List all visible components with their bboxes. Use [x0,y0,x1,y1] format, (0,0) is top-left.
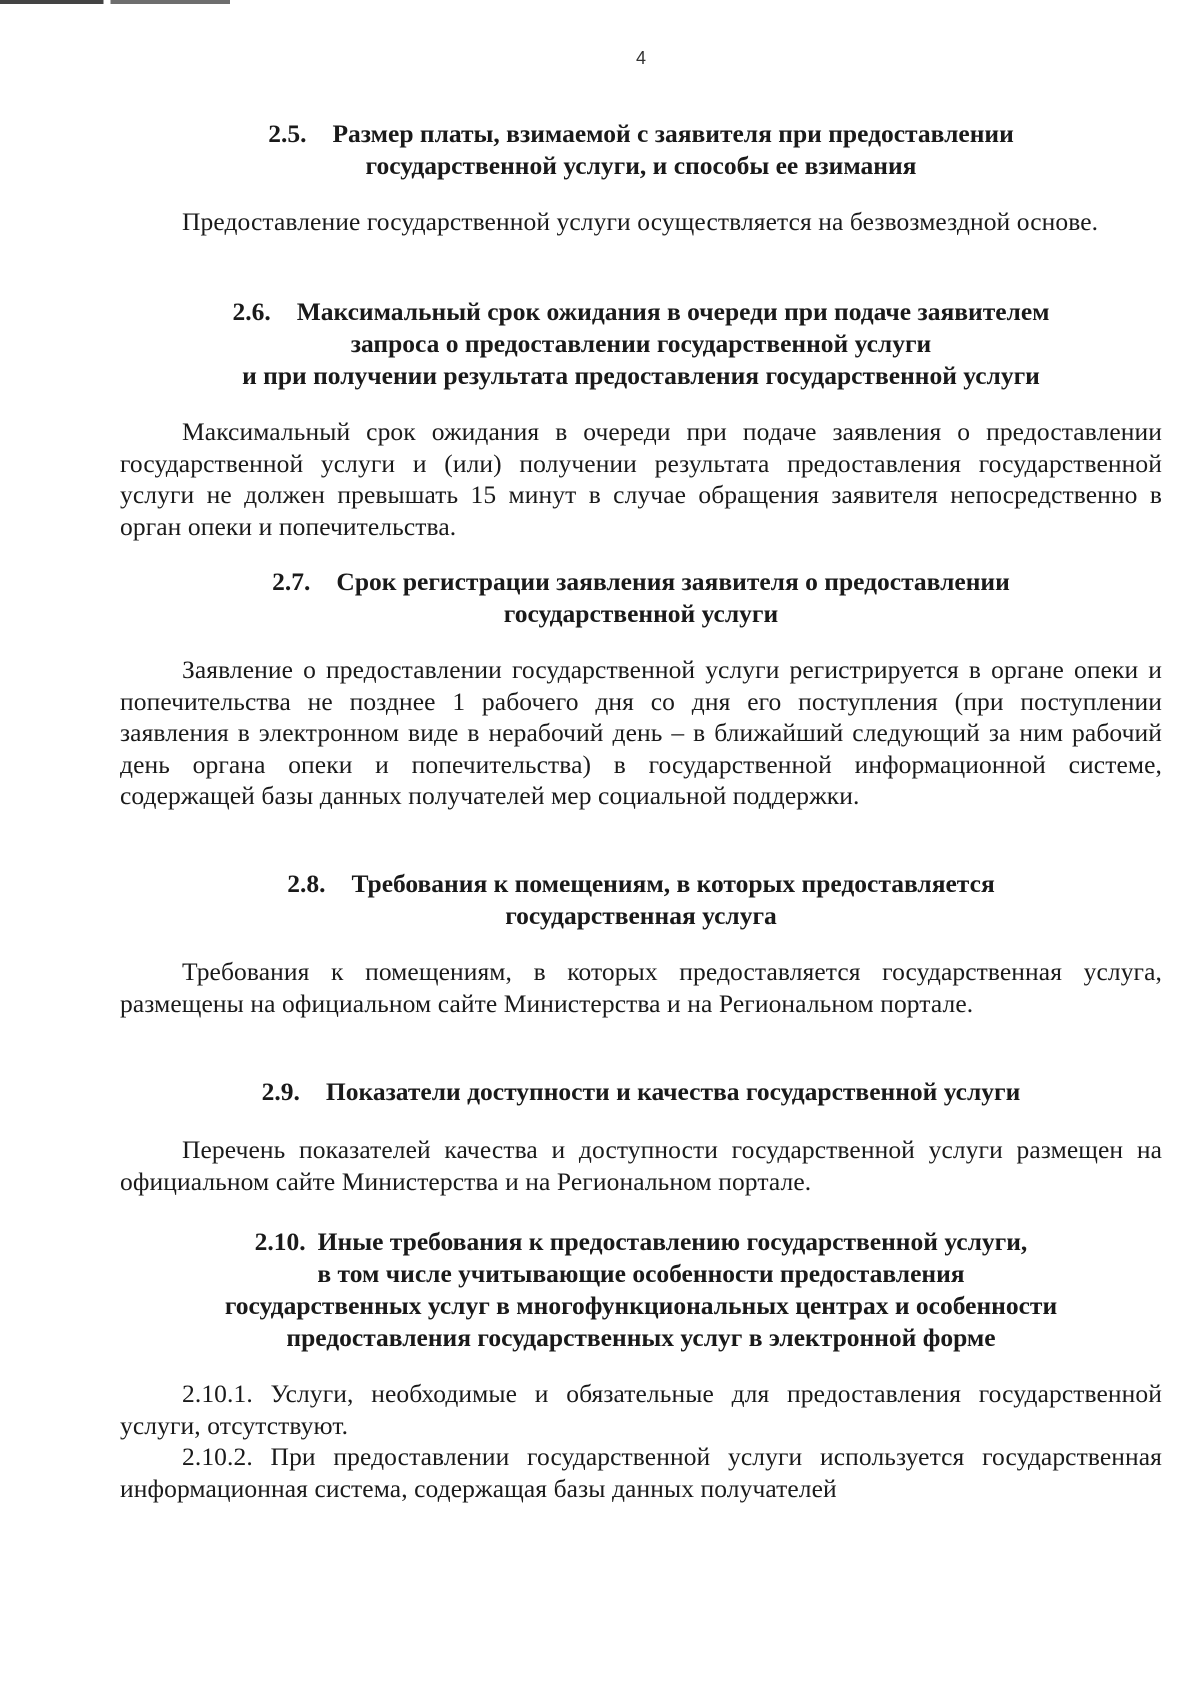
heading-line: государственных услуг в многофункциональных центрах и особенности [224,1291,1058,1320]
heading-line: предоставления государственных услуг в электронной форме [286,1323,996,1352]
section-2-10 [120,1226,1162,1504]
heading-line: Размер платы, взимаемой с заявителя при предоставлении [332,119,1014,148]
paragraph: 2.10.2. При предоставлении государственной услуги используется государственная информационная система, содержащая базы данных получателей [120,1442,1162,1503]
heading-line: в том числе учитывающие особенности предоставления [317,1259,965,1288]
section-heading [120,566,1162,630]
paragraph: 2.10.1. Услуги, необходимые и обязательные для предоставления государственной услуги, отсутствуют. [120,1379,1162,1440]
section-heading [120,1076,1162,1108]
section-heading [120,296,1162,392]
paragraph: Перечень показателей качества и доступности государственной услуги размещен на официальном сайте Министерства и на Региональном портале. [120,1135,1162,1196]
scan-edge-mark [0,0,230,4]
heading-line: Срок регистрации заявления заявителя о предоставлении [336,567,1010,596]
heading-line: и при получении результата предоставления государственной услуги [242,361,1040,390]
section-number: 2.10. [254,1227,306,1256]
section-number: 2.9. [261,1077,300,1106]
page-number: 4 [635,48,646,68]
section-number: 2.8. [287,869,326,898]
section-number: 2.5. [268,119,307,148]
heading-line: государственная услуга [505,901,777,930]
section-number: 2.7. [272,567,311,596]
heading-line: государственной услуги [503,599,779,628]
section-2-6 [120,296,1162,542]
section-number: 2.6. [232,297,271,326]
heading-line: Требования к помещениям, в которых предоставляется [351,869,995,898]
section-2-7 [120,566,1162,812]
paragraph: Предоставление государственной услуги осуществляется на безвозмездной основе. [182,207,1099,236]
section-2-5 [120,118,1162,238]
section-heading [120,1226,1162,1354]
section-2-8 [120,868,1162,1019]
paragraph: Заявление о предоставлении государственной услуги регистрируется в органе опеки и попечительства не позднее 1 рабочего дня со дня его поступления (при поступлении заявления в электронном виде в нерабочий день – в ближайший следующий за ним рабочий день органа опеки и попечительства) в государственной информационной системе, содержащей базы данных получателей мер социальной поддержки. [120,655,1162,810]
heading-line: Показатели доступности и качества государственной услуги [325,1077,1021,1106]
section-heading [120,118,1162,182]
heading-line: Иные требования к предоставлению государственной услуги, [317,1227,1028,1256]
heading-line: запроса о предоставлении государственной услуги [350,329,932,358]
section-heading [120,868,1162,932]
paragraph: Максимальный срок ожидания в очереди при подаче заявления о предоставлении государственной услуги и (или) получении результата предоставления государственной услуги не должен превышать 15 минут в случае обращения заявителя непосредственно в орган опеки и попечительства. [120,417,1162,541]
heading-line: государственной услуги, и способы ее взимания [365,151,917,180]
heading-line: Максимальный срок ожидания в очереди при подаче заявителем [296,297,1050,326]
paragraph: Требования к помещениям, в которых предоставляется государственная услуга, размещены на официальном сайте Министерства и на Региональном портале. [120,957,1162,1018]
section-2-9 [120,1076,1162,1197]
